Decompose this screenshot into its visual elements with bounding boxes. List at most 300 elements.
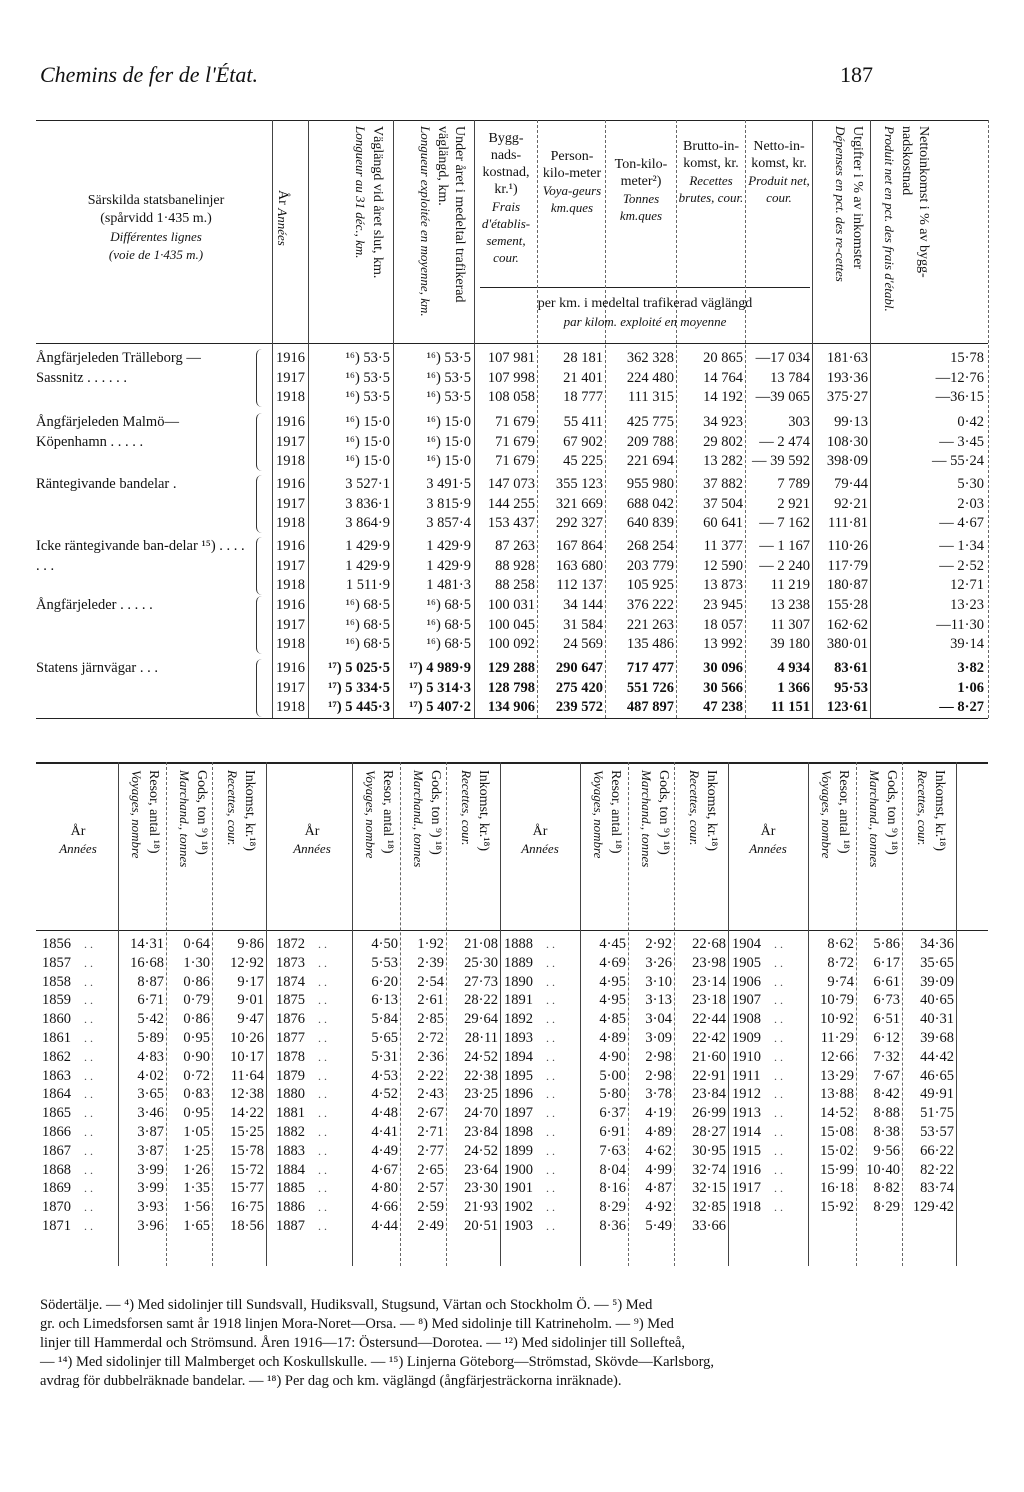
- t1-value-cell: 95·53: [834, 679, 868, 696]
- t1-year-cell: 1918: [276, 699, 305, 715]
- t1-head-length: Väglängd vid året slut, km. Longueur au 31 déc., km.: [353, 126, 385, 279]
- t1-value-cell: 3 815·9: [426, 495, 471, 512]
- t2-goods-cell: 2·39: [417, 954, 444, 971]
- t1-value-cell: 1 429·9: [426, 557, 471, 574]
- t1-value-cell: ¹⁶) 53·5: [426, 350, 471, 366]
- t1-year-cell: 1917: [276, 616, 305, 633]
- t2-income-cell: 40·31: [920, 1011, 954, 1028]
- t1-head-ton-km: Ton-kilo-meter²) Tonnes km.ques: [614, 157, 668, 223]
- t1-year-cell: 1916: [276, 414, 305, 430]
- t2-trips-cell: 4·89: [599, 1030, 626, 1046]
- t2-income-cell: 12·92: [230, 954, 264, 971]
- t1-value-cell: 275 420: [555, 679, 603, 696]
- dot-leader: . .: [318, 974, 327, 989]
- t2-head-year: År Années: [749, 824, 787, 856]
- t2-income-cell: 10·17: [230, 1048, 264, 1065]
- t2-goods-cell: 2·98: [645, 1067, 672, 1084]
- t2-trips-cell: 5·65: [371, 1030, 398, 1046]
- t1-value-cell: 4 934: [777, 660, 810, 676]
- t2-income-cell: 66·22: [920, 1142, 954, 1159]
- t1-value-cell: 640 839: [626, 515, 674, 531]
- t1-year-cell: 1916: [276, 476, 305, 492]
- t1-value-cell: 24 569: [563, 636, 603, 652]
- dot-leader: . .: [318, 1143, 327, 1158]
- t2-income-cell: 53·57: [920, 1124, 954, 1140]
- t2-goods-cell: 3·10: [645, 973, 672, 990]
- t1-value-cell: ¹⁶) 15·0: [426, 414, 471, 430]
- t1-group-brace: [256, 349, 263, 407]
- t2-goods-cell: 0·86: [183, 1011, 210, 1028]
- t1-value-cell: 355 123: [555, 476, 603, 492]
- t2-income-cell: 24·52: [464, 1048, 498, 1065]
- dot-leader: . .: [546, 1181, 555, 1196]
- t2-year-cell: 1878: [276, 1048, 305, 1065]
- t2-year-cell: 1862: [42, 1048, 71, 1065]
- t2-trips-cell: 3·93: [137, 1199, 164, 1216]
- t2-goods-cell: 0·79: [183, 992, 210, 1009]
- t1-value-cell: 362 328: [626, 350, 674, 366]
- t1-value-cell: — 39 592: [752, 453, 810, 469]
- t1-value-cell: 5·30: [957, 476, 984, 492]
- t2-year-cell: 1901: [504, 1180, 533, 1197]
- t2-head-trips: Resor, antal ¹⁸) Voyages, nombre: [819, 770, 851, 859]
- t2-income-cell: 15·72: [230, 1161, 264, 1178]
- t2-trips-cell: 8·04: [599, 1161, 626, 1178]
- t2-year-cell: 1914: [732, 1124, 761, 1140]
- dot-leader: . .: [84, 1068, 93, 1083]
- t2-income-cell: 23·18: [692, 992, 726, 1009]
- t2-year-cell: 1903: [504, 1218, 533, 1234]
- t2-trips-cell: 11·29: [820, 1030, 854, 1046]
- footnote-line: linjer till Hammerdal och Strömsund. Åren 1916—17: Östersund—Dorotea. — ¹²) Med sidolinjer till Sollefteå,: [40, 1335, 685, 1351]
- t1-value-cell: 376 222: [626, 597, 674, 613]
- t1-value-cell: 18 777: [563, 389, 603, 405]
- dot-leader: . .: [84, 1012, 93, 1027]
- t1-value-cell: ¹⁶) 68·5: [426, 597, 471, 613]
- t2-trips-cell: 4·50: [371, 936, 398, 952]
- t1-year-cell: 1917: [276, 495, 305, 512]
- t2-trips-cell: 16·18: [820, 1180, 854, 1197]
- table2-head-rule: [36, 930, 988, 931]
- dot-leader: . .: [318, 1219, 327, 1233]
- t1-value-cell: 0·42: [957, 414, 984, 430]
- t2-trips-cell: 6·37: [599, 1105, 626, 1122]
- t1-value-cell: 71 679: [495, 433, 535, 450]
- t2-year-cell: 1889: [504, 954, 533, 971]
- t1-value-cell: 2·03: [957, 495, 984, 512]
- t2-trips-cell: 4·53: [371, 1067, 398, 1084]
- t2-trips-cell: 14·52: [820, 1105, 854, 1122]
- t1-value-cell: 37 882: [703, 476, 743, 492]
- t2-income-cell: 51·75: [920, 1105, 954, 1122]
- t1-value-cell: ¹⁶) 15·0: [426, 433, 471, 450]
- t2-year-cell: 1896: [504, 1086, 533, 1103]
- dot-leader: . .: [84, 955, 93, 970]
- t1-value-cell: 117·79: [827, 557, 868, 574]
- t2-income-cell: 23·98: [692, 954, 726, 971]
- dot-leader: . .: [546, 1162, 555, 1177]
- t2-income-cell: 29·64: [464, 1011, 498, 1028]
- t2-year-cell: 1864: [42, 1086, 71, 1103]
- t1-value-cell: ¹⁶) 68·5: [426, 616, 471, 633]
- t1-value-cell: 11 151: [770, 699, 810, 715]
- t2-goods-cell: 5·86: [873, 936, 900, 952]
- t2-year-cell: 1915: [732, 1142, 761, 1159]
- t1-value-cell: 21 401: [563, 369, 603, 386]
- t2-goods-cell: 2·65: [417, 1161, 444, 1178]
- t2-year-cell: 1917: [732, 1180, 761, 1197]
- t2-year-cell: 1891: [504, 992, 533, 1009]
- t2-income-cell: 21·60: [692, 1048, 726, 1065]
- t1-value-cell: — 8·27: [939, 699, 984, 715]
- t1-value-cell: ¹⁶) 53·5: [345, 369, 390, 386]
- dot-leader: . .: [774, 974, 783, 989]
- t1-value-cell: — 3·45: [939, 433, 984, 450]
- t2-trips-cell: 4·44: [371, 1218, 398, 1234]
- t1-value-cell: 111 315: [627, 389, 674, 405]
- t1-group-label: Statens järnvägar . . .: [36, 660, 159, 676]
- t2-income-cell: 23·84: [692, 1086, 726, 1103]
- t2-income-cell: 35·65: [920, 954, 954, 971]
- t1-year-cell: 1917: [276, 557, 305, 574]
- t2-trips-cell: 6·13: [371, 992, 398, 1009]
- t1-value-cell: 1 511·9: [345, 577, 390, 593]
- t2-income-cell: 23·25: [464, 1086, 498, 1103]
- t2-year-cell: 1874: [276, 973, 305, 990]
- t1-value-cell: 303: [788, 414, 810, 430]
- t1-value-cell: 688 042: [626, 495, 674, 512]
- t2-income-cell: 33·66: [692, 1218, 726, 1234]
- t1-value-cell: 7 789: [777, 476, 810, 492]
- t2-trips-cell: 15·92: [820, 1199, 854, 1216]
- t2-head-income: Inkomst, kr.¹⁸) Recettes, cour.: [225, 770, 257, 852]
- t2-goods-cell: 2·77: [417, 1142, 444, 1159]
- t1-value-cell: ¹⁶) 53·5: [426, 369, 471, 386]
- t2-trips-cell: 5·89: [137, 1030, 164, 1046]
- t1-value-cell: ¹⁶) 15·0: [345, 414, 390, 430]
- t2-trips-cell: 4·02: [137, 1067, 164, 1084]
- t1-value-cell: —17 034: [755, 350, 810, 366]
- t1-year-cell: 1917: [276, 369, 305, 386]
- t2-year-cell: 1857: [42, 954, 71, 971]
- t2-goods-cell: 8·29: [873, 1199, 900, 1216]
- t1-value-cell: 20 865: [703, 350, 743, 366]
- t2-trips-cell: 5·00: [599, 1067, 626, 1084]
- t2-trips-cell: 12·66: [820, 1048, 854, 1065]
- t2-income-cell: 32·15: [692, 1180, 726, 1197]
- t2-trips-cell: 13·29: [820, 1067, 854, 1084]
- t1-head-per-km: per km. i medeltal trafikerad väglängd par kilom. exploité en moyenne: [537, 296, 753, 329]
- t2-year-cell: 1911: [732, 1067, 761, 1084]
- dot-leader: . .: [774, 1068, 783, 1083]
- t1-head-description: Särskilda statsbanelinjer (spårvidd 1·435 m.) Différentes lignes (voie de 1·435 m.): [87, 193, 225, 262]
- dot-leader: . .: [84, 1200, 93, 1215]
- t2-income-cell: 28·22: [464, 992, 498, 1009]
- t2-goods-cell: 2·49: [417, 1218, 444, 1234]
- t2-income-cell: 25·30: [464, 954, 498, 971]
- dot-leader: . .: [546, 1068, 555, 1083]
- t2-year-cell: 1899: [504, 1142, 533, 1159]
- t2-income-cell: 39·68: [920, 1030, 954, 1046]
- t1-value-cell: ¹⁷) 5 314·3: [409, 679, 471, 696]
- footnotes: [40, 1296, 985, 1391]
- t2-trips-cell: 4·95: [599, 992, 626, 1009]
- t1-value-cell: — 2·52: [939, 557, 984, 574]
- t1-value-cell: 14 192: [703, 389, 743, 405]
- dot-leader: . .: [318, 1125, 327, 1139]
- t1-value-cell: 71 679: [495, 453, 535, 469]
- t2-year-cell: 1907: [732, 992, 761, 1009]
- dot-leader: . .: [84, 1087, 93, 1102]
- t1-value-cell: 425 775: [626, 414, 674, 430]
- t2-trips-cell: 14·31: [130, 936, 164, 952]
- t1-value-cell: 375·27: [826, 389, 868, 405]
- t2-goods-cell: 5·49: [645, 1218, 672, 1234]
- t1-value-cell: 92·21: [834, 495, 868, 512]
- dot-leader: . .: [84, 993, 93, 1008]
- t2-goods-cell: 2·72: [417, 1030, 444, 1046]
- t2-income-cell: 39·09: [920, 973, 954, 990]
- t2-year-cell: 1916: [732, 1161, 761, 1178]
- t1-value-cell: —12·76: [935, 369, 984, 386]
- dot-leader: . .: [774, 937, 783, 951]
- t2-goods-cell: 4·62: [645, 1142, 672, 1159]
- running-title: Chemins de fer de l'État.: [40, 62, 258, 87]
- t2-goods-cell: 7·67: [873, 1067, 900, 1084]
- t1-value-cell: 47 238: [703, 699, 743, 715]
- t1-year-cell: 1918: [276, 636, 305, 652]
- dot-leader: . .: [84, 1181, 93, 1196]
- t2-year-cell: 1912: [732, 1086, 761, 1103]
- t2-trips-cell: 8·72: [827, 954, 854, 971]
- t1-head-passenger-km: Person-kilo-meter Voya-geurs km.ques: [542, 149, 602, 215]
- t1-value-cell: 34 144: [563, 597, 603, 613]
- t2-goods-cell: 4·99: [645, 1161, 672, 1178]
- t2-income-cell: 44·42: [920, 1048, 954, 1065]
- t2-head-year: År Années: [59, 824, 97, 856]
- t1-year-cell: 1916: [276, 597, 305, 613]
- t1-value-cell: — 55·24: [932, 453, 984, 469]
- t1-value-cell: 15·78: [950, 350, 984, 366]
- t2-goods-cell: 0·86: [183, 973, 210, 990]
- t2-goods-cell: 1·35: [183, 1180, 210, 1197]
- t1-value-cell: ¹⁶) 15·0: [345, 433, 390, 450]
- t1-value-cell: 11 219: [770, 577, 810, 593]
- t2-year-cell: 1880: [276, 1086, 305, 1103]
- t2-year-cell: 1875: [276, 992, 305, 1009]
- dot-leader: . .: [774, 1181, 783, 1196]
- t2-year-cell: 1909: [732, 1030, 761, 1046]
- t2-trips-cell: 6·91: [599, 1124, 626, 1140]
- t1-value-cell: 1 429·9: [426, 538, 471, 554]
- t2-trips-cell: 4·95: [599, 973, 626, 990]
- t1-value-cell: 163 680: [555, 557, 603, 574]
- t1-value-cell: 224 480: [626, 369, 674, 386]
- t1-value-cell: 209 788: [626, 433, 674, 450]
- t1-value-cell: 203 779: [626, 557, 674, 574]
- dot-leader: . .: [546, 1143, 555, 1158]
- t1-value-cell: 39·14: [950, 636, 984, 652]
- t2-income-cell: 20·51: [464, 1218, 498, 1234]
- t1-value-cell: 193·36: [826, 369, 868, 386]
- t1-value-cell: ¹⁶) 68·5: [426, 636, 471, 652]
- t2-income-cell: 32·85: [692, 1199, 726, 1216]
- dot-leader: . .: [774, 993, 783, 1008]
- table2-top-rule: [36, 762, 988, 764]
- t2-goods-cell: 1·26: [183, 1161, 210, 1178]
- dot-leader: . .: [318, 1049, 327, 1064]
- t2-trips-cell: 4·80: [371, 1180, 398, 1197]
- t2-income-cell: 12·38: [230, 1086, 264, 1103]
- t2-year-cell: 1859: [42, 992, 71, 1009]
- t1-group-brace: [256, 475, 263, 533]
- t1-value-cell: 100 031: [487, 597, 535, 613]
- t2-goods-cell: 2·54: [417, 973, 444, 990]
- t2-goods-cell: 2·98: [645, 1048, 672, 1065]
- t2-trips-cell: 3·87: [137, 1142, 164, 1159]
- t2-goods-cell: 2·36: [417, 1048, 444, 1065]
- t2-trips-cell: 4·67: [371, 1161, 398, 1178]
- t2-goods-cell: 1·92: [417, 936, 444, 952]
- t2-goods-cell: 7·32: [873, 1048, 900, 1065]
- t2-income-cell: 32·74: [692, 1161, 726, 1178]
- t1-value-cell: ¹⁶) 68·5: [345, 636, 390, 652]
- t1-group-brace: [256, 659, 263, 717]
- t2-trips-cell: 5·53: [371, 954, 398, 971]
- t2-goods-cell: 6·17: [873, 954, 900, 971]
- t1-value-cell: —11·30: [936, 616, 984, 633]
- t2-year-cell: 1902: [504, 1199, 533, 1216]
- t2-year-cell: 1877: [276, 1030, 305, 1046]
- t2-year-cell: 1879: [276, 1067, 305, 1084]
- t1-value-cell: 13 784: [770, 369, 810, 386]
- t1-value-cell: ¹⁶) 53·5: [426, 389, 471, 405]
- t1-value-cell: 3 491·5: [426, 476, 471, 492]
- t1-value-cell: — 4·67: [939, 515, 984, 531]
- dot-leader: . .: [84, 1125, 93, 1139]
- dot-leader: . .: [318, 1200, 327, 1215]
- t1-value-cell: 144 255: [487, 495, 535, 512]
- dot-leader: . .: [774, 1125, 783, 1139]
- t2-year-cell: 1900: [504, 1161, 533, 1178]
- t2-goods-cell: 0·83: [183, 1086, 210, 1103]
- dot-leader: . .: [84, 1143, 93, 1158]
- t2-income-cell: 22·44: [692, 1011, 726, 1028]
- t1-value-cell: 292 327: [555, 515, 603, 531]
- t2-goods-cell: 10·40: [866, 1161, 900, 1178]
- t2-trips-cell: 3·46: [137, 1105, 164, 1122]
- t2-year-cell: 1885: [276, 1180, 305, 1197]
- t1-value-cell: 18 057: [703, 616, 743, 633]
- t2-year-cell: 1904: [732, 936, 761, 952]
- t1-year-cell: 1916: [276, 660, 305, 676]
- t2-income-cell: 22·91: [692, 1067, 726, 1084]
- t1-value-cell: 147 073: [487, 476, 535, 492]
- dot-leader: . .: [774, 1031, 783, 1045]
- dot-leader: . .: [318, 993, 327, 1008]
- t2-income-cell: 23·84: [464, 1124, 498, 1140]
- t2-goods-cell: 2·59: [417, 1199, 444, 1216]
- dot-leader: . .: [546, 1200, 555, 1215]
- dot-leader: . .: [774, 1106, 783, 1121]
- t1-value-cell: ¹⁷) 5 407·2: [409, 699, 471, 715]
- t1-value-cell: 717 477: [626, 660, 674, 676]
- t1-value-cell: 180·87: [826, 577, 868, 593]
- dot-leader: . .: [318, 1181, 327, 1196]
- t2-income-cell: 15·78: [230, 1142, 264, 1159]
- dot-leader: . .: [318, 1068, 327, 1083]
- t2-goods-cell: 2·85: [417, 1011, 444, 1028]
- t1-value-cell: 39 180: [770, 636, 810, 652]
- t1-value-cell: 99·13: [834, 414, 868, 430]
- t2-year-cell: 1876: [276, 1011, 305, 1028]
- t2-goods-cell: 4·92: [645, 1199, 672, 1216]
- dot-leader: . .: [774, 1049, 783, 1064]
- t2-trips-cell: 4·48: [371, 1105, 398, 1122]
- t1-value-cell: 83·61: [834, 660, 868, 676]
- t2-head-year: År Années: [521, 824, 559, 856]
- t2-year-cell: 1863: [42, 1067, 71, 1084]
- dot-leader: . .: [318, 1162, 327, 1177]
- t1-head-net: Netto-in-komst, kr. Produit net, cour.: [748, 139, 810, 205]
- t2-goods-cell: 1·65: [183, 1218, 210, 1234]
- dot-leader: . .: [546, 974, 555, 989]
- t2-trips-cell: 7·63: [599, 1142, 626, 1159]
- t1-value-cell: 45 225: [563, 453, 603, 469]
- t2-goods-cell: 1·56: [183, 1199, 210, 1216]
- dot-leader: . .: [84, 1031, 93, 1045]
- t2-income-cell: 30·95: [692, 1142, 726, 1159]
- t2-income-cell: 9·01: [237, 992, 264, 1009]
- t1-value-cell: 110·26: [827, 538, 868, 554]
- t2-goods-cell: 8·82: [873, 1180, 900, 1197]
- t1-value-cell: 13 992: [703, 636, 743, 652]
- t2-year-cell: 1882: [276, 1124, 305, 1140]
- t2-income-cell: 24·52: [464, 1142, 498, 1159]
- dot-leader: . .: [774, 955, 783, 970]
- t1-value-cell: 11 377: [703, 538, 743, 554]
- dot-leader: . .: [318, 955, 327, 970]
- t2-goods-cell: 0·90: [183, 1048, 210, 1065]
- t2-head-goods: Gods, ton ⁹) ¹⁸) Marchand., tonnes: [639, 770, 671, 868]
- t1-value-cell: 12·71: [950, 577, 984, 593]
- footnote-line: — ¹⁴) Med sidolinjer till Malmberget och Koskullskulle. — ¹⁵) Linjerna Göteborg—Strömstad, Skövde—Karlsborg,: [40, 1354, 715, 1370]
- t1-value-cell: 71 679: [495, 414, 535, 430]
- t2-trips-cell: 10·79: [820, 992, 854, 1009]
- t2-year-cell: 1913: [732, 1105, 761, 1122]
- t1-value-cell: 3 857·4: [426, 515, 471, 531]
- t2-year-cell: 1893: [504, 1030, 533, 1046]
- t2-income-cell: 27·73: [464, 973, 498, 990]
- t2-year-cell: 1897: [504, 1105, 533, 1122]
- dot-leader: . .: [774, 1012, 783, 1027]
- t2-trips-cell: 5·80: [599, 1086, 626, 1103]
- t1-value-cell: 123·61: [826, 699, 868, 715]
- t1-value-cell: 13 873: [703, 577, 743, 593]
- t1-value-cell: — 2 240: [759, 557, 810, 574]
- t1-value-cell: 30 096: [703, 660, 743, 676]
- t2-head-goods: Gods, ton ⁹) ¹⁸) Marchand., tonnes: [867, 770, 899, 868]
- t2-trips-cell: 4·66: [371, 1199, 398, 1216]
- t2-income-cell: 34·36: [920, 936, 954, 952]
- t1-head-gross: Brutto-in-komst, kr. Recettes brutes, cour.: [678, 139, 744, 205]
- t2-trips-cell: 16·68: [130, 954, 164, 971]
- t2-trips-cell: 8·62: [827, 936, 854, 952]
- t2-year-cell: 1886: [276, 1199, 305, 1216]
- t1-value-cell: 1 481·3: [426, 577, 471, 593]
- t1-value-cell: 162·62: [826, 616, 868, 633]
- t2-income-cell: 10·26: [230, 1030, 264, 1046]
